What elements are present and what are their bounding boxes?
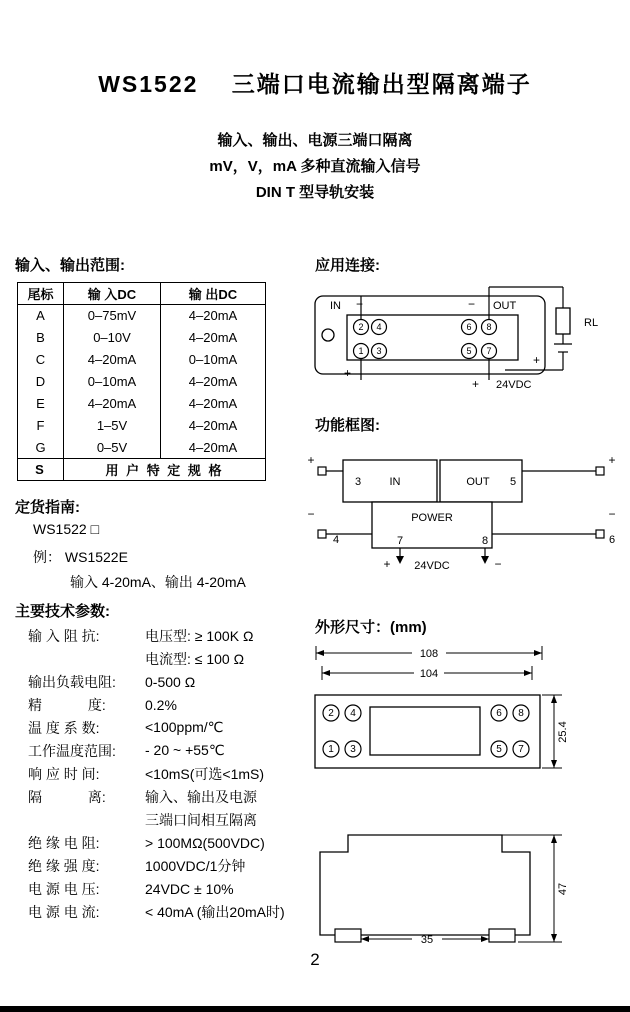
- dim-47-label: 47: [557, 882, 569, 896]
- terminal-2-label: 2: [328, 708, 334, 719]
- specs-heading: 主要技术参数:: [15, 603, 110, 620]
- table-cell: 4–20mA: [161, 437, 266, 459]
- block-boxes: [343, 460, 522, 548]
- supply-plus-sign: +: [472, 377, 480, 391]
- function-block-diagram: [300, 440, 630, 575]
- in-block-label: IN: [389, 476, 401, 488]
- table-cell: A: [36, 308, 45, 324]
- table-cell: 0–10mA: [161, 349, 266, 371]
- table-cell: 0–10mA: [64, 371, 161, 393]
- terminal-8-label: 8: [486, 322, 492, 332]
- table-row: [18, 305, 266, 327]
- spec-row: [28, 831, 308, 854]
- output-minus-sign: −: [608, 507, 616, 521]
- table-cell: 4–20mA: [64, 349, 161, 371]
- subtitle-line-3: DIN T 型导轨安装: [255, 184, 375, 201]
- spec-row: [28, 693, 308, 716]
- spec-label: 绝 缘 强 度:: [28, 857, 100, 874]
- spec-value: <10mS(可选<1mS): [145, 765, 265, 782]
- terminal-3-label: 3: [376, 346, 382, 356]
- spec-value: > 100MΩ(500VDC): [145, 834, 265, 851]
- spec-row: [28, 877, 308, 900]
- table-cell: 4–20mA: [161, 327, 266, 349]
- dim-104-label: 104: [419, 668, 439, 680]
- spec-value: 电压型: ≥ 100K Ω: [145, 627, 254, 644]
- table-cell: 0–5V: [64, 437, 161, 459]
- ordering-example: 例： WS1522E: [33, 549, 128, 565]
- spec-row: [28, 854, 308, 877]
- dimensions-top-view: [300, 640, 630, 792]
- table-row: [18, 371, 266, 393]
- table-cell: 4–20mA: [161, 371, 266, 393]
- terminal-8-label: 8: [518, 708, 524, 719]
- table-row: [18, 349, 266, 371]
- ordering-example-detail: 输入 4-20mA、输出 4-20mA: [70, 574, 246, 590]
- application-connection-diagram: [300, 282, 630, 392]
- input-plus-sign: +: [307, 453, 315, 467]
- spec-value: < 40mA (输出20mA时): [145, 903, 285, 920]
- table-cell: F: [36, 418, 45, 433]
- io-range-table: [17, 282, 266, 481]
- rl-label: RL: [584, 317, 599, 329]
- output-plus-sign: +: [608, 453, 616, 467]
- terminal-7-label: 7: [486, 346, 492, 356]
- terminal-3-label: 3: [350, 744, 356, 755]
- spec-value: 1000VDC/1分钟: [145, 857, 246, 874]
- supply-plus-sign: +: [383, 557, 391, 571]
- battery-plus-sign: +: [532, 353, 540, 367]
- table-cell: 用 户 特 定 规 格: [64, 459, 266, 481]
- spec-label: 输 入 阻 抗:: [28, 627, 100, 644]
- terminal-4-label: 4: [350, 708, 356, 719]
- terminal-6-label: 6: [608, 534, 616, 546]
- terminal-6-label: 6: [496, 708, 502, 719]
- ordering-heading: 定货指南:: [15, 499, 80, 516]
- table-cell: B: [36, 330, 45, 345]
- power-block-label: POWER: [411, 512, 453, 524]
- table-cell: C: [35, 352, 46, 367]
- table-row: [18, 393, 266, 415]
- spec-value: <100ppm/℃: [145, 719, 224, 735]
- input-minus-sign: −: [307, 507, 315, 521]
- subtitle-block: [0, 128, 630, 206]
- table-row: [18, 327, 266, 349]
- spec-value: 输入、输出及电源: [145, 788, 257, 805]
- table-row: [18, 437, 266, 459]
- table-cell: 0–75mV: [64, 305, 161, 327]
- col-header-suffix: 尾标: [18, 283, 64, 305]
- out-minus-sign: −: [468, 297, 476, 311]
- spec-row: [28, 762, 308, 785]
- table-cell: 4–20mA: [161, 393, 266, 415]
- block-diagram-heading: 功能框图:: [315, 417, 380, 434]
- spec-value: 0-500 Ω: [145, 673, 196, 690]
- spec-label: 隔 离:: [28, 788, 106, 805]
- out-label: OUT: [493, 300, 517, 312]
- terminal-4-label: 4: [376, 322, 382, 332]
- spec-row: [28, 670, 308, 693]
- table-cell: 0–10V: [64, 327, 161, 349]
- load-resistor: [556, 308, 570, 334]
- specs-list: [28, 624, 308, 923]
- table-cell: G: [35, 439, 46, 455]
- table-cell: E: [36, 396, 45, 411]
- table-cell: D: [35, 374, 46, 389]
- spec-label: 精 度:: [28, 696, 106, 713]
- spec-row: [28, 647, 308, 670]
- table-cell: 4–20mA: [161, 415, 266, 437]
- spec-row: [28, 739, 308, 762]
- supply-label: 24VDC: [414, 560, 450, 572]
- terminal-7-label: 7: [518, 744, 524, 755]
- table-cell: 4–20mA: [64, 393, 161, 415]
- in-minus-sign: −: [356, 297, 364, 311]
- table-cell: 4–20mA: [161, 305, 266, 327]
- terminal-5-label: 5: [510, 476, 517, 488]
- spec-row: [28, 716, 308, 739]
- col-header-output: 输 出DC: [161, 283, 266, 305]
- spec-label: 输出负载电阻:: [28, 673, 116, 690]
- page-number: 2: [310, 950, 320, 969]
- col-header-input: 输 入DC: [64, 283, 161, 305]
- in-plus-sign: +: [344, 366, 352, 380]
- subtitle-line-1: 输入、输出、电源三端口隔离: [217, 132, 413, 149]
- io-range-heading: 输入、输出范围:: [15, 257, 125, 274]
- terminal-5-label: 5: [466, 346, 472, 356]
- connection-heading: 应用连接:: [315, 257, 380, 274]
- dimensions-side-view: [300, 802, 630, 957]
- terminal-1-label: 1: [328, 744, 334, 755]
- din-profile-outline: [320, 835, 530, 935]
- table-header-row: [18, 283, 266, 305]
- dim-25-4-label: 25.4: [557, 721, 569, 743]
- terminal-5-label: 5: [496, 744, 502, 755]
- spec-value: 三端口间相互隔离: [145, 811, 257, 828]
- spec-label: 电 源 电 流:: [28, 903, 100, 920]
- terminal-8-label: 8: [481, 535, 489, 547]
- in-label: IN: [330, 300, 341, 312]
- bottom-edge-bar: [0, 1006, 630, 1012]
- table-cell: S: [18, 459, 64, 481]
- dim-108-label: 108: [419, 648, 439, 660]
- table-row: [18, 415, 266, 437]
- spec-label: 电 源 电 压:: [28, 880, 100, 897]
- subtitle-line-2: mV，V，mA 多种直流输入信号: [209, 158, 421, 175]
- terminal-6-label: 6: [466, 322, 472, 332]
- terminal-7-label: 7: [396, 535, 404, 547]
- page-title: WS1522 三端口电流输出型隔离端子: [98, 71, 532, 97]
- spec-row: [28, 624, 308, 647]
- terminal-1-label: 1: [358, 346, 364, 356]
- table-cell: 1–5V: [64, 415, 161, 437]
- dim-35-label: 35: [420, 934, 434, 946]
- spec-value: - 20 ~ +55℃: [145, 742, 225, 758]
- spec-label: 响 应 时 间:: [28, 765, 100, 782]
- spec-row: [28, 808, 308, 831]
- label-window: [370, 707, 480, 755]
- spec-label: 温 度 系 数:: [28, 719, 100, 736]
- dimensions-heading: 外形尺寸：(mm): [315, 619, 427, 636]
- spec-value: 24VDC ± 10%: [145, 880, 234, 897]
- supply-minus-sign: −: [494, 557, 502, 571]
- table-row-custom-spec: [18, 459, 266, 481]
- terminal-2-label: 2: [358, 322, 364, 332]
- mounting-hole: [322, 329, 334, 341]
- out-block-label: OUT: [466, 476, 490, 488]
- spec-row: [28, 785, 308, 808]
- spec-value: 0.2%: [145, 696, 177, 713]
- terminal-4-label: 4: [333, 534, 340, 546]
- ordering-model: WS1522 □: [33, 521, 100, 537]
- spec-value: 电流型: ≤ 100 Ω: [145, 650, 245, 667]
- spec-label: 绝 缘 电 阻:: [28, 834, 100, 851]
- supply-label: 24VDC: [496, 379, 532, 391]
- terminal-3-label: 3: [355, 476, 362, 488]
- power-block: [372, 502, 492, 548]
- spec-label: 工作温度范围:: [28, 742, 116, 759]
- spec-row: [28, 900, 308, 923]
